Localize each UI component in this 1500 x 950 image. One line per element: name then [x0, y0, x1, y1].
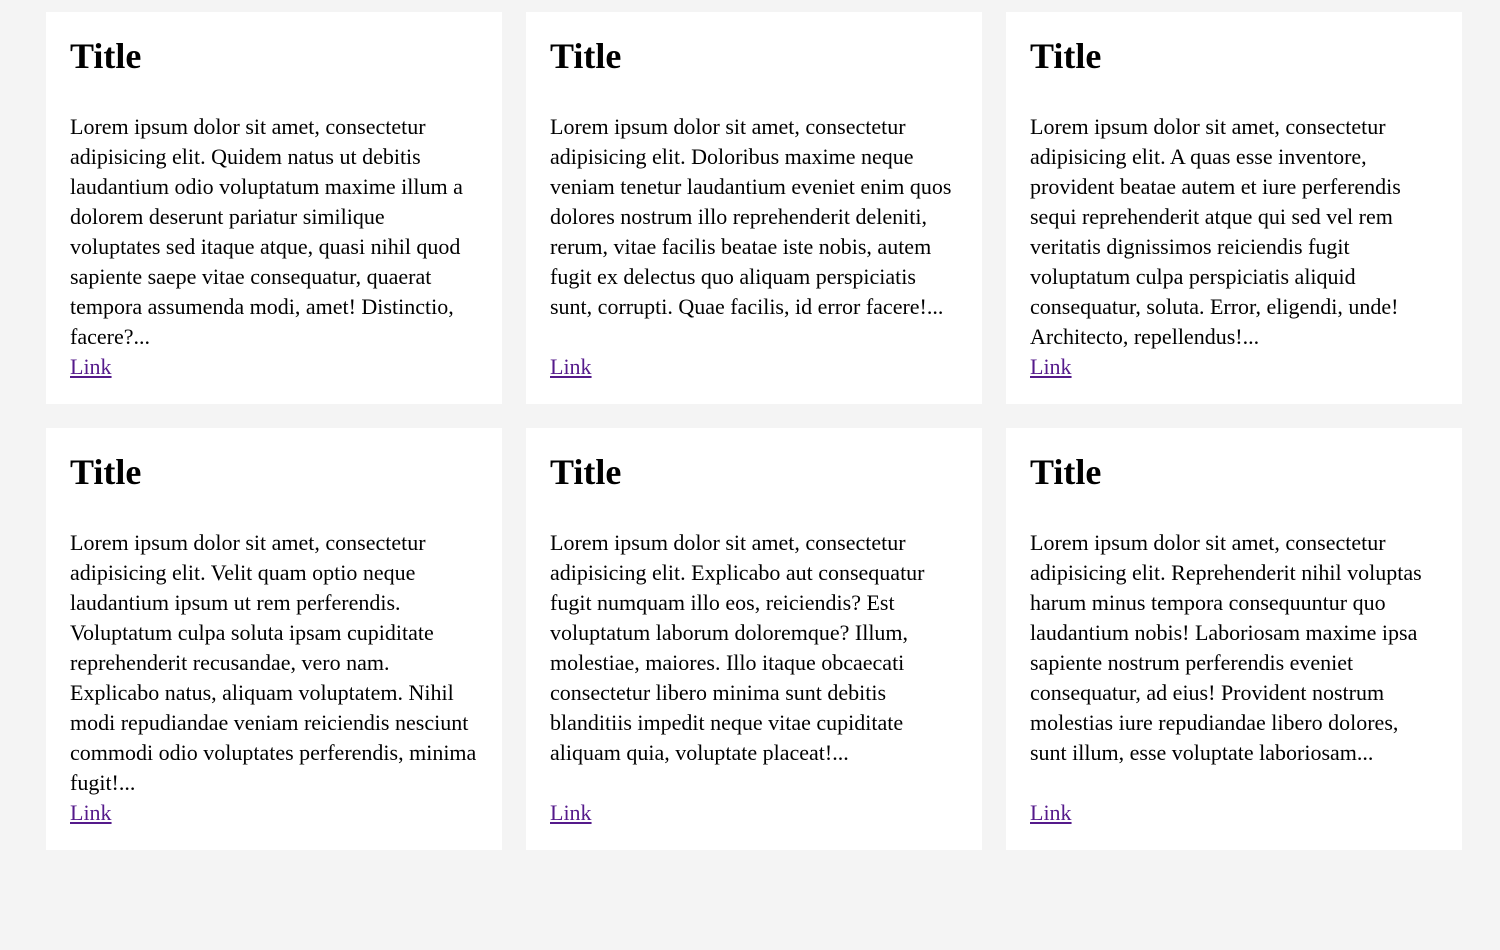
- card: [526, 12, 982, 404]
- card-title: Title: [70, 36, 142, 76]
- card: [1006, 12, 1462, 404]
- card-body-text: Lorem ipsum dolor sit amet, consectetur adipisicing elit. Doloribus maxime neque veniam tenetur laudantium eveniet enim quos dolores nostrum illo reprehenderit deleniti, rerum, vitae facilis beatae iste nobis, autem fugit ex delectus quo aliquam perspiciatis sunt, corrupti. Quae facilis, id error facere!...: [550, 114, 952, 319]
- card-link-row: [550, 798, 958, 828]
- card: [46, 428, 502, 850]
- card-title: Title: [1030, 452, 1102, 492]
- card-link-row: [70, 352, 478, 382]
- card-link[interactable]: Link: [550, 354, 592, 379]
- card-link-row: [70, 798, 478, 828]
- card-link[interactable]: Link: [70, 354, 112, 379]
- card-link-row: [1030, 798, 1438, 828]
- card-link-row: [1030, 352, 1438, 382]
- card-title: Title: [70, 452, 142, 492]
- card-body-text: Lorem ipsum dolor sit amet, consectetur adipisicing elit. Reprehenderit nihil voluptas harum minus tempora consequuntur quo laudantium nobis! Laboriosam maxime ipsa sapiente nostrum perferendis eveniet consequatur, ad eius! Provident nostrum molestias iure repudiandae libero dolores, sunt illum, esse voluptate laboriosam...: [1030, 530, 1422, 765]
- card-body-text: Lorem ipsum dolor sit amet, consectetur adipisicing elit. Explicabo aut consequatur fugit numquam illo eos, reiciendis? Est voluptatum laborum doloremque? Illum, molestiae, maiores. Illo itaque obcaecati consectetur libero minima sunt debitis blanditiis impedit neque vitae cupiditate aliquam quia, voluptate placeat!...: [550, 530, 925, 765]
- card-body-text: Lorem ipsum dolor sit amet, consectetur adipisicing elit. Velit quam optio neque laudantium ipsum ut rem perferendis. Voluptatum culpa soluta ipsam cupiditate reprehenderit recusandae, vero nam. Explicabo natus, aliquam voluptatem. Nihil modi repudiandae veniam reiciendis nesciunt commodi odio voluptates perferendis, minima fugit!...: [70, 530, 477, 795]
- card: [46, 12, 502, 404]
- card-link[interactable]: Link: [70, 800, 112, 825]
- card-title: Title: [550, 452, 622, 492]
- card-grid: [46, 12, 1462, 850]
- card-title: Title: [1030, 36, 1102, 76]
- card-link[interactable]: Link: [1030, 800, 1072, 825]
- card-body-text: Lorem ipsum dolor sit amet, consectetur adipisicing elit. A quas esse inventore, provident beatae autem et iure perferendis sequi reprehenderit atque qui sed vel rem veritatis dignissimos reiciendis fugit voluptatum culpa perspiciatis aliquid consequatur, soluta. Error, eligendi, unde! Architecto, repellendus!...: [1030, 114, 1401, 349]
- card-link[interactable]: Link: [1030, 354, 1072, 379]
- card-title: Title: [550, 36, 622, 76]
- card-link-row: [550, 352, 958, 382]
- card: [1006, 428, 1462, 850]
- card-body-text: Lorem ipsum dolor sit amet, consectetur adipisicing elit. Quidem natus ut debitis laudantium odio voluptatum maxime illum a dolorem deserunt pariatur similique voluptates sed itaque atque, quasi nihil quod sapiente saepe vitae consequatur, quaerat tempora assumenda modi, amet! Distinctio, facere?...: [70, 114, 463, 349]
- card: [526, 428, 982, 850]
- card-link[interactable]: Link: [550, 800, 592, 825]
